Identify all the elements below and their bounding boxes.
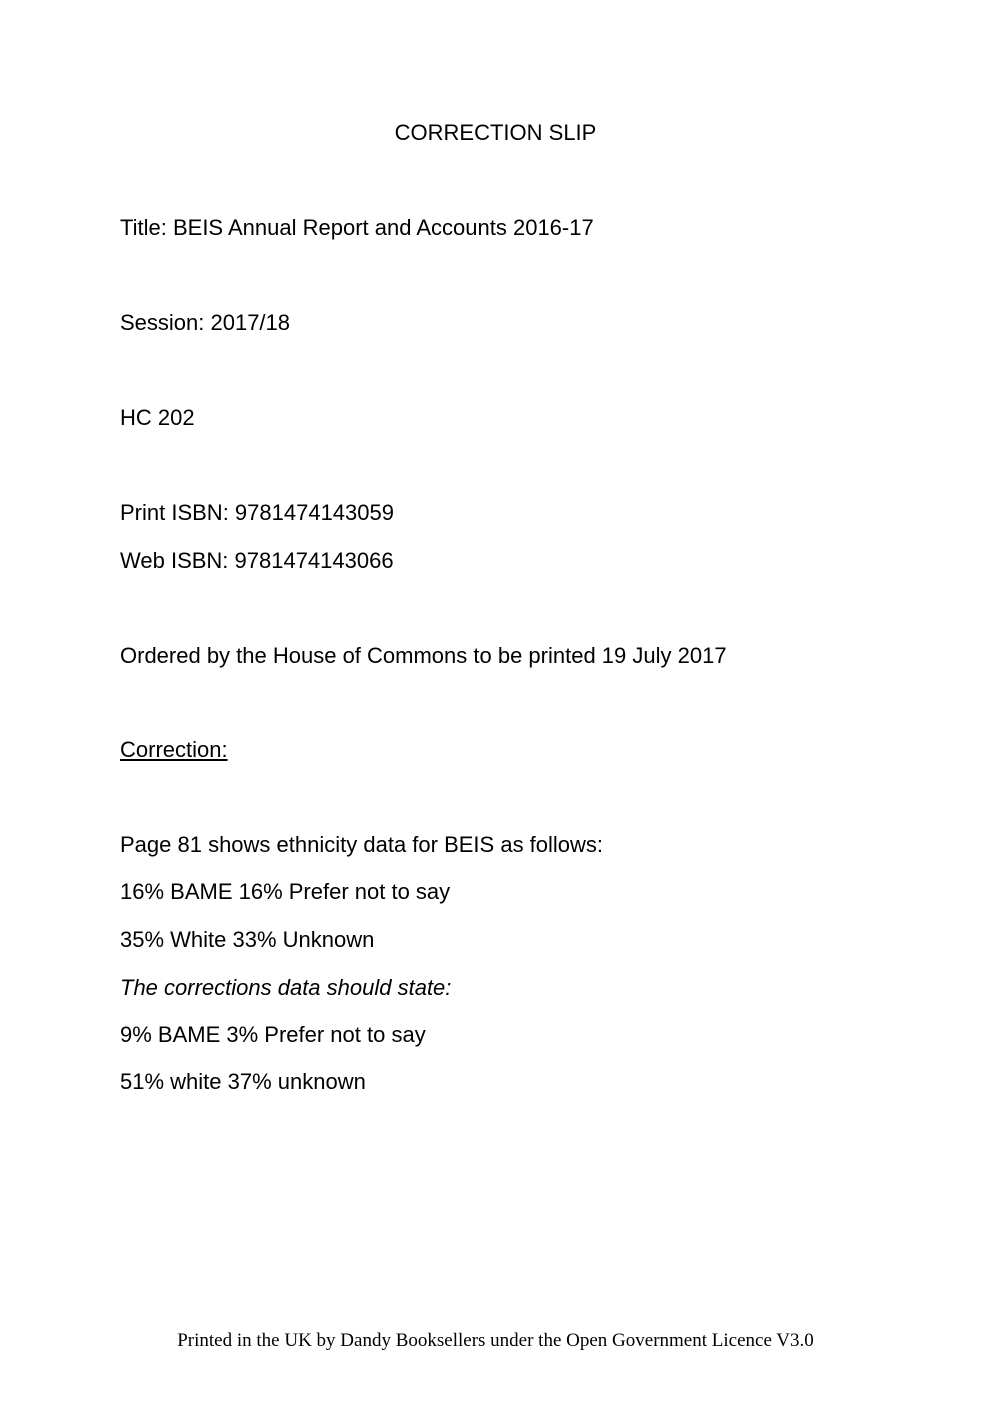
hc-number: HC 202 xyxy=(120,405,195,430)
body-line: 9% BAME 3% Prefer not to say xyxy=(120,1022,426,1047)
document-heading: CORRECTION SLIP xyxy=(394,120,597,145)
session-line: Session: 2017/18 xyxy=(120,310,291,335)
footer-text: Printed in the UK by Dandy Booksellers under the Open Government Licence V3.0 xyxy=(177,1330,814,1351)
body-line-italic: The corrections data should state: xyxy=(120,975,452,1000)
body-line: Page 81 shows ethnicity data for BEIS as follows: xyxy=(120,832,604,857)
body-line: 51% white 37% unknown xyxy=(120,1069,366,1094)
ordered-line: Ordered by the House of Commons to be printed 19 July 2017 xyxy=(120,643,727,668)
body-line: 16% BAME 16% Prefer not to say xyxy=(120,879,451,904)
title-line: Title: BEIS Annual Report and Accounts 2016-17 xyxy=(120,215,594,240)
print-isbn: Print ISBN: 9781474143059 xyxy=(120,500,394,525)
correction-label: Correction: xyxy=(120,737,228,762)
body-line: 35% White 33% Unknown xyxy=(120,927,375,952)
web-isbn: Web ISBN: 9781474143066 xyxy=(120,548,394,573)
